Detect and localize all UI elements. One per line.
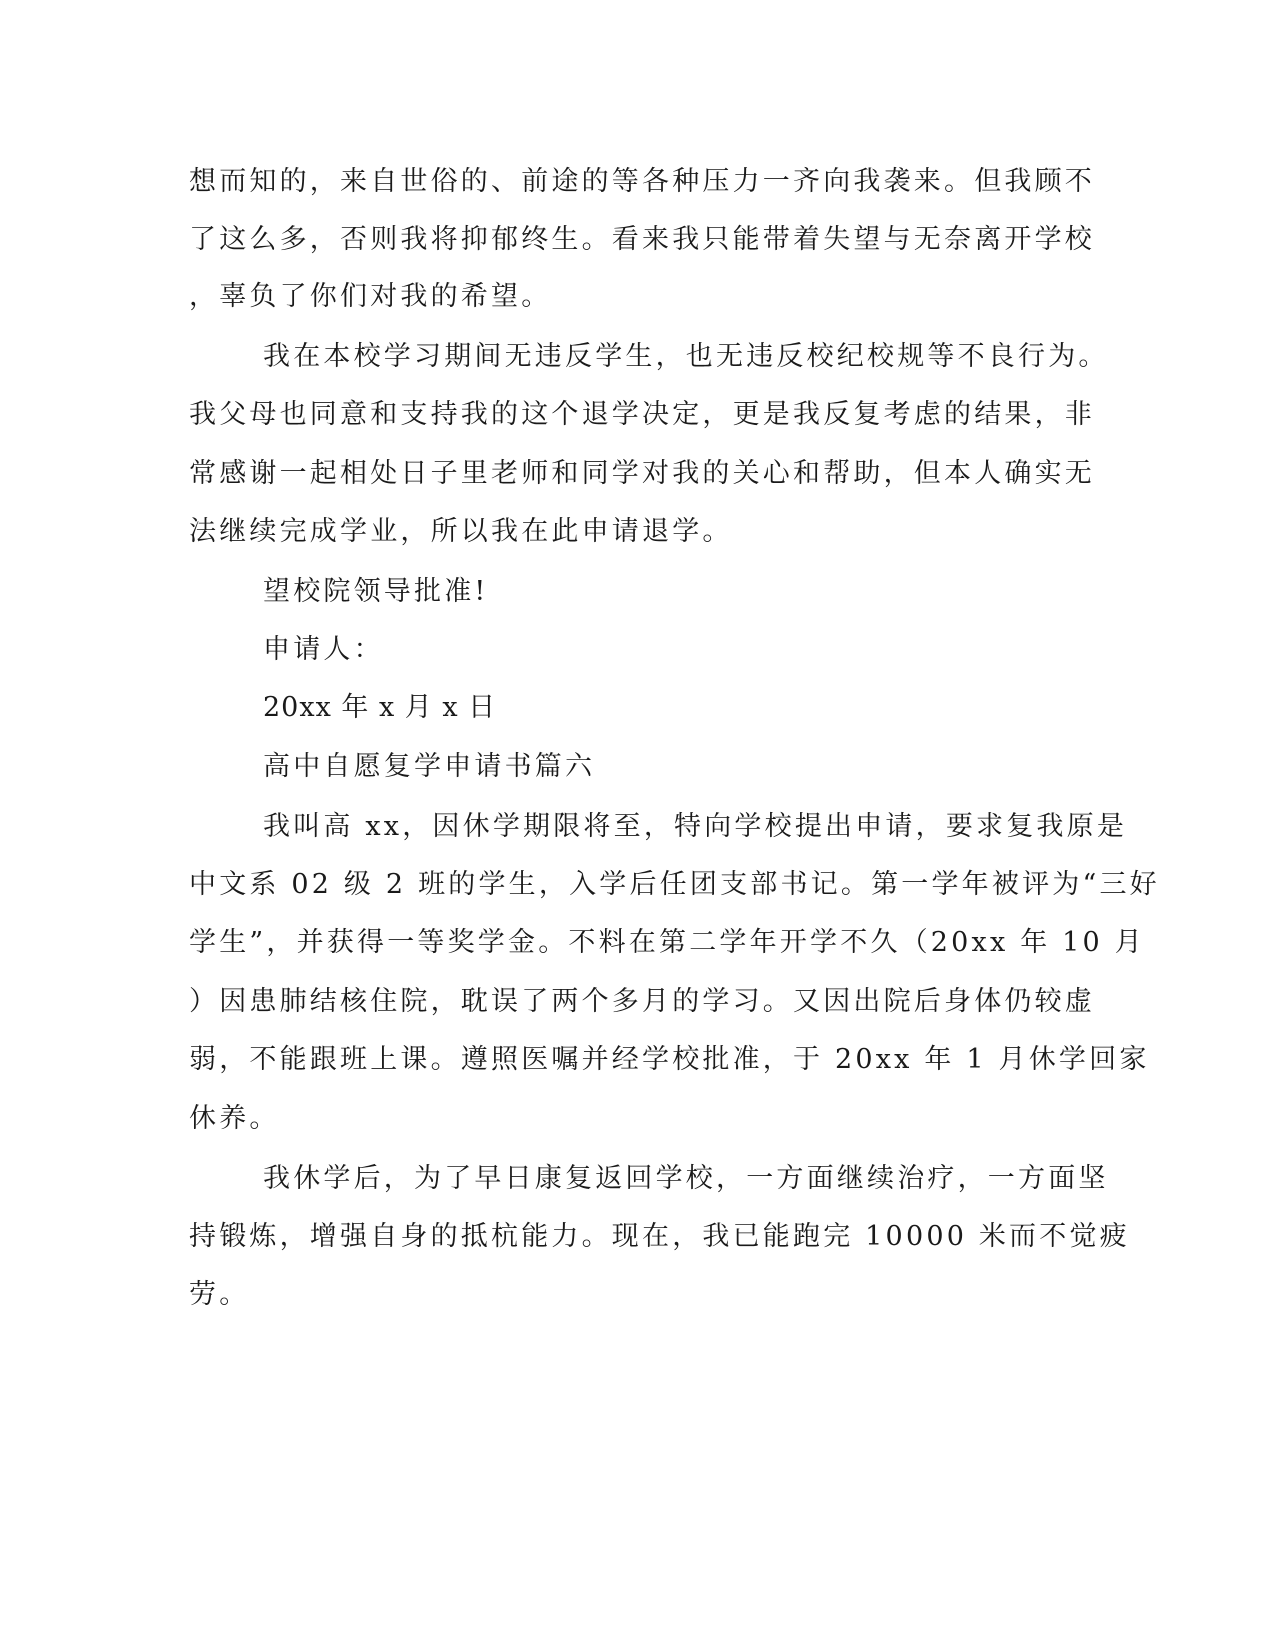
applicant-label: 申请人： <box>263 634 384 665</box>
body-text-line: 法继续完成学业，所以我在此申请退学。 <box>189 516 733 547</box>
body-text-line: ）因患肺结核住院，耽误了两个多月的学习。又因出院后身体仍较虚 <box>189 986 1095 1017</box>
body-text-line: 劳。 <box>189 1279 250 1310</box>
body-text-line: 想而知的，来自世俗的、前途的等各种压力一齐向我袭来。但我顾不 <box>189 166 1095 197</box>
body-text-line: 我叫高 xx，因休学期限将至，特向学校提出申请，要求复我原是 <box>263 811 1128 842</box>
body-text-line: 中文系 02 级 2 班的学生，入学后任团支部书记。第一学年被评为“三好 <box>189 869 1160 900</box>
body-text-line: 持锻炼，增强自身的抵杭能力。现在，我已能跑完 10000 米而不觉疲 <box>189 1221 1130 1252</box>
date-line: 20xx 年 x 月 x 日 <box>263 692 497 723</box>
body-text-line: 学生”，并获得一等奖学金。不料在第二学年开学不久（20xx 年 10 月 <box>189 927 1145 958</box>
body-text-line: ，辜负了你们对我的希望。 <box>189 281 552 312</box>
body-text-line: 常感谢一起相处日子里老师和同学对我的关心和帮助，但本人确实无 <box>189 458 1095 489</box>
closing-request: 望校院领导批准! <box>263 576 489 607</box>
body-text-line: 弱，不能跟班上课。遵照医嘱并经学校批准，于 20xx 年 1 月休学回家 <box>189 1044 1150 1075</box>
section-heading: 高中自愿复学申请书篇六 <box>263 751 596 782</box>
body-text-line: 了这么多，否则我将抑郁终生。看来我只能带着失望与无奈离开学校 <box>189 224 1095 255</box>
body-text-line: 休养。 <box>189 1103 280 1134</box>
body-text-line: 我父母也同意和支持我的这个退学决定，更是我反复考虑的结果，非 <box>189 399 1095 430</box>
body-text-line: 我在本校学习期间无违反学生，也无违反校纪校规等不良行为。 <box>263 341 1109 372</box>
body-text-line: 我休学后，为了早日康复返回学校，一方面继续治疗，一方面坚 <box>263 1163 1109 1194</box>
